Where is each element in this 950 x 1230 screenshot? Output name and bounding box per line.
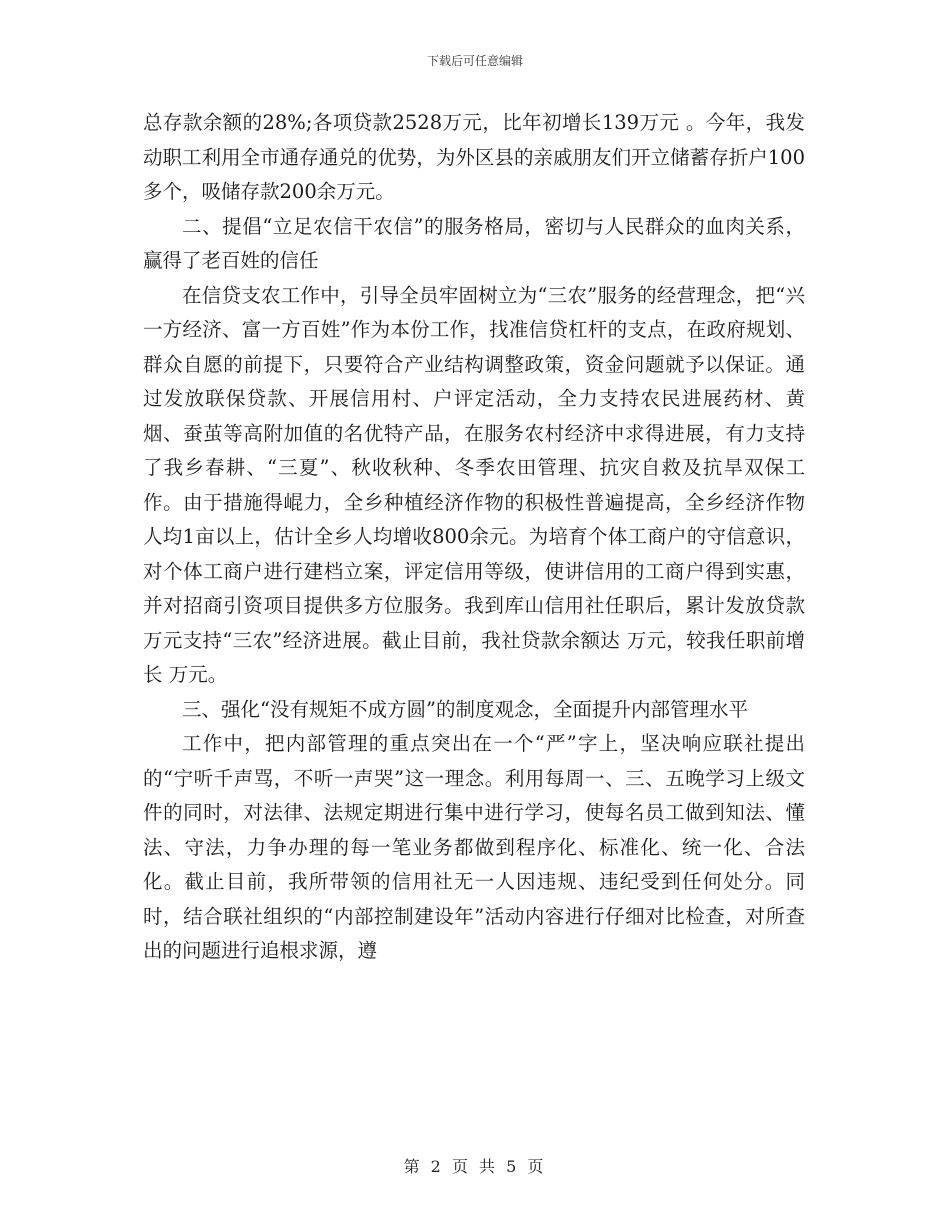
paragraph-internal-management: 工作中，把内部管理的重点突出在一个“严”字上，坚决响应联社提出的“宁听千声骂，不听一声哭”这一理念。利用每周一、三、五晚学习上级文件的同时，对法律、法规定期进行集中进行学习，使每名员工做到知法、懂法、守法，力争办理的每一笔业务都做到程序化、标准化、统一化、合法化。截止目前，我所带领的信用社无一人因违规、违纪受到任何处分。同时，结合联社组织的“内部控制建设年”活动内容进行仔细对比检查，对所查出的问题进行追根求源，遵: [143, 732, 805, 962]
section-heading-2: 二、提倡“立足农信干农信”的服务格局，密切与人民群众的血肉关系，赢得了老百姓的信任: [143, 214, 805, 272]
paragraph-continuation: 总存款余额的28%;各项贷款2528万元，比年初增长139万元 。今年，我发动职工利用全市通存通兑的优势，为外区县的亲戚朋友们开立储蓄存折户100多个，吸储存款200余万元。: [143, 111, 805, 203]
section-heading-3: 三、强化“没有规矩不成方圆”的制度观念，全面提升内部管理水平: [182, 697, 748, 721]
page-number: 第 2 页 共 5 页: [403, 1157, 547, 1176]
paragraph-credit-support: 在信贷支农工作中，引导全员牢固树立为“三农”服务的经营理念，把“兴一方经济、富一方百姓”作为本份工作，找准信贷杠杆的支点，在政府规划、群众自愿的前提下，只要符合产业结构调整政策，资金问题就予以保证。通过发放联保贷款、开展信用村、户评定活动，全力支持农民进展药材、黄烟、蚕茧等高附加值的名优特产品，在服务农村经济中求得进展，有力支持了我乡春耕、“三夏”、秋收秋种、冬季农田管理、抗灾自救及抗旱双保工作。由于措施得崐力，全乡种植经济作物的积极性普遍提高，全乡经济作物人均1亩以上，估计全乡人均增收800余元。为培育个体工商户的守信意识，对个体工商户进行建档立案，评定信用等级，使讲信用的工商户得到实惠，并对招商引资项目提供多方位服务。我到库山信用社任职后，累计发放贷款 万元支持“三农”经济进展。截止目前，我社贷款余额达 万元，较我任职前增长 万元。: [143, 283, 805, 686]
page-header: 下载后可任意编辑: [426, 54, 523, 68]
document-body: [143, 106, 805, 969]
